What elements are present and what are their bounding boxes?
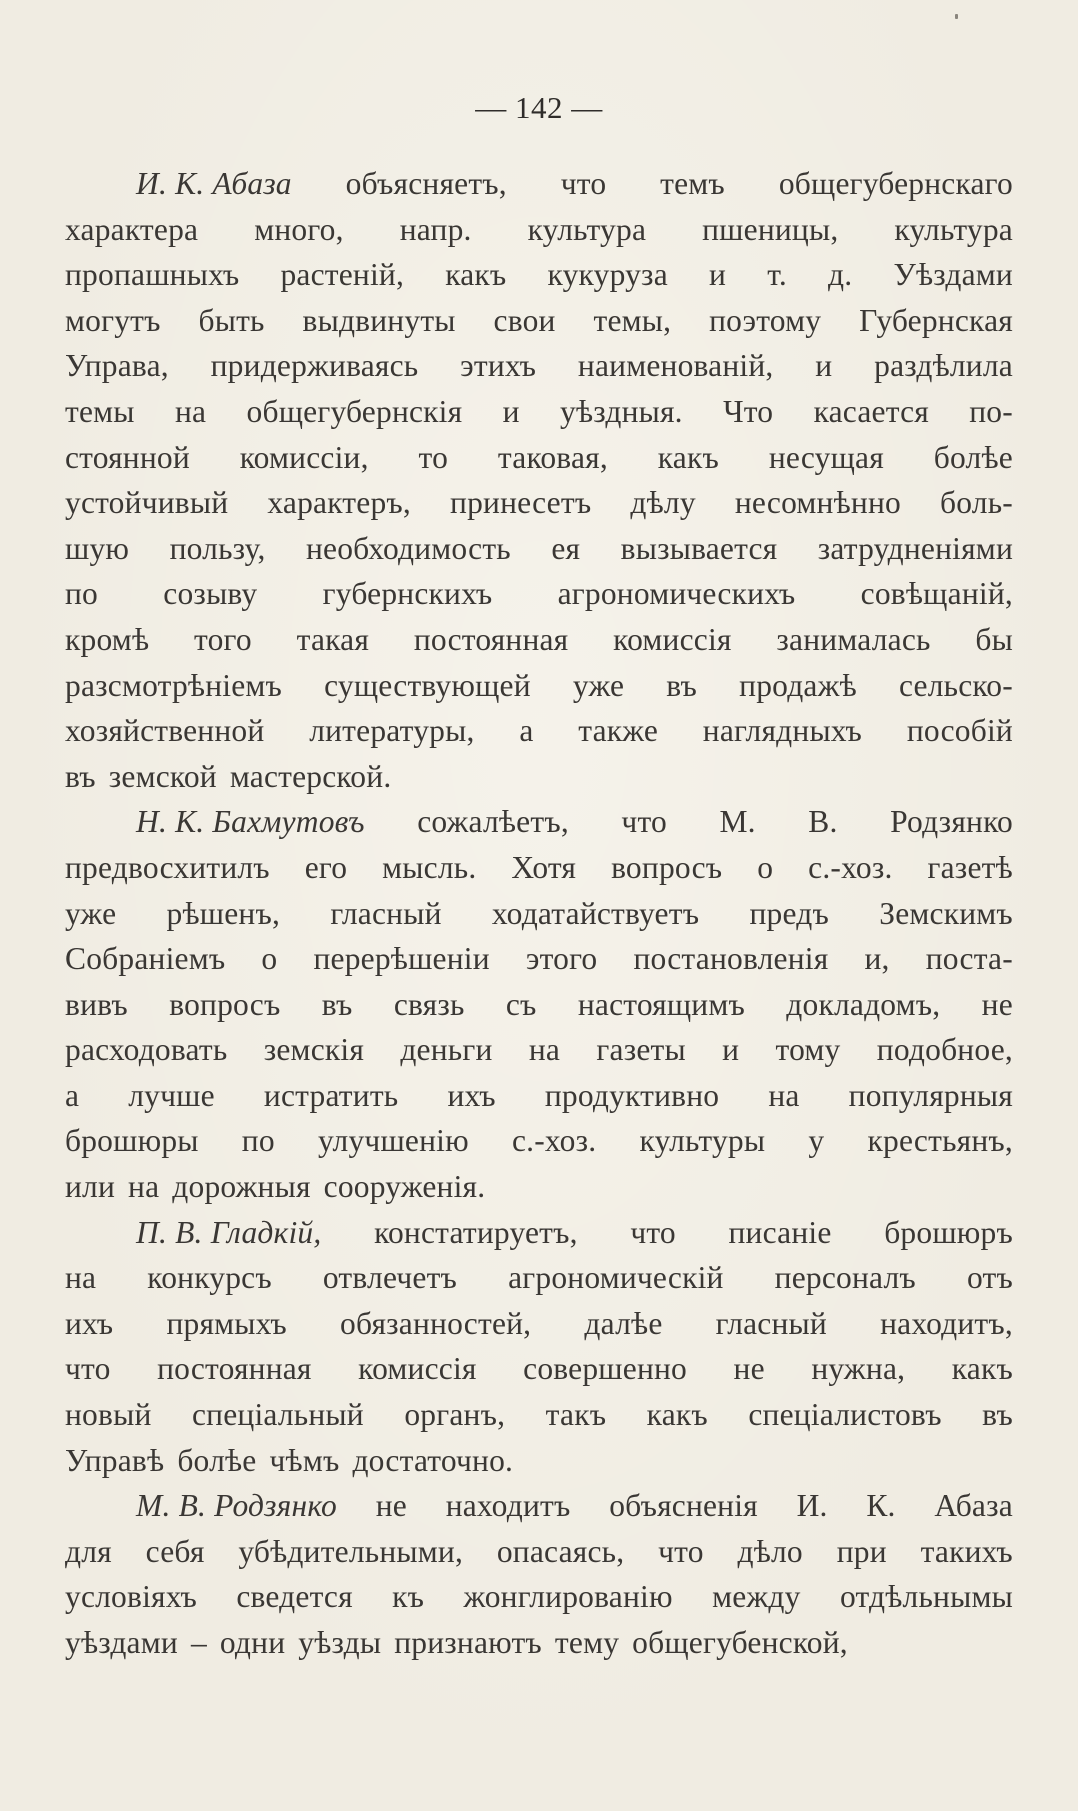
word: ходатайствуетъ xyxy=(491,895,700,931)
word: ихъ xyxy=(447,1077,496,1113)
word: обязанностей, xyxy=(340,1305,532,1341)
word: придерживаясь xyxy=(210,348,419,384)
scan-speck xyxy=(955,14,958,19)
word: признаютъ xyxy=(394,1625,542,1660)
text-line xyxy=(65,1392,1013,1438)
word: съ xyxy=(505,986,537,1022)
word: отвлечетъ xyxy=(322,1260,458,1296)
word: о xyxy=(261,941,278,977)
word: сооруженія. xyxy=(323,1169,486,1205)
word: по xyxy=(65,576,99,612)
word: касается xyxy=(813,393,929,429)
text-line xyxy=(65,891,1013,937)
word: мысль. xyxy=(382,849,477,885)
word: М. xyxy=(719,804,756,840)
word: расходовать xyxy=(65,1032,228,1068)
text-line xyxy=(65,526,1013,572)
word: конкурсъ xyxy=(147,1260,272,1296)
word: и, xyxy=(864,941,890,977)
word: опасаясь, xyxy=(496,1533,625,1569)
text-line xyxy=(65,617,1013,663)
word: газетѣ xyxy=(927,849,1013,885)
word: общегубенской, xyxy=(632,1625,848,1660)
word: шую xyxy=(65,530,130,566)
word: Губернская xyxy=(859,302,1013,338)
word: какъ xyxy=(445,257,507,293)
word: что xyxy=(65,1351,111,1387)
word: Управа, xyxy=(65,348,169,384)
word: продуктивно xyxy=(544,1077,720,1113)
word: между xyxy=(712,1579,801,1615)
word: при xyxy=(836,1533,887,1569)
word: постоянная xyxy=(413,621,569,657)
word: докладомъ, xyxy=(786,986,941,1022)
word: бы xyxy=(975,621,1013,657)
word: пропашныхъ xyxy=(65,257,240,293)
word: къ xyxy=(392,1579,425,1615)
word: принесетъ xyxy=(450,485,592,521)
word: агрономическій xyxy=(508,1260,724,1296)
word: растеній, xyxy=(280,257,405,293)
word: вопросъ xyxy=(169,986,281,1022)
text-line xyxy=(65,982,1013,1028)
word: для xyxy=(65,1533,112,1569)
word: вопросъ xyxy=(611,849,723,885)
text-line xyxy=(65,1529,1013,1575)
word: комиссія xyxy=(613,621,732,657)
word: губернскихъ xyxy=(322,576,493,612)
word: пользу, xyxy=(169,530,266,566)
word: темъ xyxy=(660,166,725,201)
word: какъ xyxy=(646,1397,708,1433)
word: т. xyxy=(767,257,787,293)
word: у xyxy=(808,1123,825,1159)
word: его xyxy=(304,849,348,885)
word: писаніе xyxy=(728,1214,832,1250)
text-line xyxy=(65,936,1013,982)
word: настоящимъ xyxy=(577,986,745,1022)
word: и xyxy=(722,1032,740,1068)
word: сельско- xyxy=(898,667,1013,703)
word: находитъ, xyxy=(880,1305,1013,1341)
word: предъ xyxy=(749,895,829,931)
word: прямыхъ xyxy=(166,1305,287,1341)
word: стоянной xyxy=(65,439,190,475)
word: перерѣшеніи xyxy=(313,941,490,977)
word: затрудненіями xyxy=(817,530,1013,566)
speaker-name: П. В. Гладкій, xyxy=(136,1214,322,1250)
word: и xyxy=(502,393,520,429)
text-line xyxy=(65,1255,1013,1301)
text-line xyxy=(65,161,1013,207)
speaker-name: И. К. Абаза xyxy=(136,166,292,201)
word: органъ, xyxy=(404,1397,506,1433)
word: рѣшенъ, xyxy=(166,895,281,931)
word: условіяхъ xyxy=(65,1579,197,1615)
word: деньги xyxy=(400,1032,493,1068)
text-line xyxy=(65,435,1013,481)
word: болѣе xyxy=(933,439,1013,475)
text-line xyxy=(65,1210,1013,1256)
word: характеръ, xyxy=(267,485,411,521)
word: темы, xyxy=(593,302,672,338)
word: персоналъ xyxy=(774,1260,916,1296)
text-line xyxy=(65,207,1013,253)
word: брошюры xyxy=(65,1123,199,1159)
text-line xyxy=(65,1027,1013,1073)
word: объясняетъ, xyxy=(345,166,507,201)
speaker-name: М. В. Родзянко xyxy=(136,1488,337,1524)
word: крестьянъ, xyxy=(867,1123,1013,1159)
text-line xyxy=(65,845,1013,891)
word: уже xyxy=(65,895,117,931)
text-line xyxy=(65,1483,1013,1529)
word: по xyxy=(241,1123,275,1159)
word: одни xyxy=(219,1625,286,1660)
text-line xyxy=(65,1438,1013,1484)
word: далѣе xyxy=(584,1305,663,1341)
word: подобное, xyxy=(876,1032,1013,1068)
text-line xyxy=(65,663,1013,709)
word: спеціальный xyxy=(192,1397,364,1433)
word: раздѣлила xyxy=(874,348,1013,384)
word: кромѣ xyxy=(65,621,150,657)
word: могутъ xyxy=(65,302,161,338)
word: таковая, xyxy=(497,439,608,475)
word: наименованій, xyxy=(577,348,774,384)
word: находитъ xyxy=(445,1488,571,1524)
word: что xyxy=(658,1533,704,1569)
word: ихъ xyxy=(65,1305,114,1341)
word: Что xyxy=(723,393,774,429)
word: Управѣ xyxy=(65,1442,165,1478)
word: К. xyxy=(866,1488,896,1524)
word: гласный xyxy=(330,895,442,931)
word: д. xyxy=(828,257,853,293)
word: Хотя xyxy=(511,849,577,885)
word: занималась xyxy=(776,621,931,657)
word: не xyxy=(733,1351,765,1387)
word: И. xyxy=(796,1488,828,1524)
word: на xyxy=(65,1260,97,1296)
word: дѣло xyxy=(737,1533,803,1569)
word: также xyxy=(578,713,659,749)
word: сожалѣетъ, xyxy=(417,804,569,840)
word: на xyxy=(528,1032,561,1068)
word: общегубернскія xyxy=(246,393,463,429)
word: нужна, xyxy=(811,1351,906,1387)
word: связь xyxy=(393,986,465,1022)
body-text xyxy=(65,161,1013,1666)
word: культура xyxy=(894,211,1013,247)
word: Уѣздами xyxy=(893,257,1013,293)
word: с.-хоз. xyxy=(511,1123,597,1159)
word: литературы, xyxy=(309,713,475,749)
word: совѣщаній, xyxy=(860,576,1013,612)
speaker-name: Н. К. Бахмутовъ xyxy=(136,804,365,840)
word: тому xyxy=(775,1032,841,1068)
word: какъ xyxy=(951,1351,1013,1387)
word: въ xyxy=(982,1397,1013,1433)
word: боль- xyxy=(940,485,1013,521)
word: а xyxy=(65,1077,80,1113)
word: что xyxy=(621,804,667,840)
word: уѣзды xyxy=(298,1625,382,1660)
word: себя xyxy=(145,1533,205,1569)
word: Родзянко xyxy=(890,804,1013,840)
page-number: — 142 — xyxy=(475,90,603,125)
word: какъ xyxy=(657,439,719,475)
word: разсмотрѣніемъ xyxy=(65,667,283,703)
word: земскія xyxy=(263,1032,365,1068)
word: на xyxy=(128,1169,160,1205)
word: въ xyxy=(321,986,353,1022)
word: дѣлу xyxy=(630,485,696,521)
word: въ xyxy=(65,758,96,794)
word: уѣздныя. xyxy=(560,393,683,429)
word: несущая xyxy=(768,439,884,475)
word: этого xyxy=(525,941,598,977)
word: истратить xyxy=(263,1077,399,1113)
word: наглядныхъ xyxy=(702,713,863,749)
word: гласный xyxy=(715,1305,827,1341)
word: Земскимъ xyxy=(879,895,1013,931)
word: постановленія xyxy=(633,941,829,977)
word: постоянная xyxy=(157,1351,312,1387)
word: несомнѣнно xyxy=(734,485,901,521)
word: такихъ xyxy=(920,1533,1013,1569)
word: комиссіи, xyxy=(239,439,369,475)
word: пшеницы, xyxy=(702,211,839,247)
word: пособій xyxy=(906,713,1013,749)
text-line xyxy=(65,480,1013,526)
word: спеціалистовъ xyxy=(748,1397,942,1433)
word: поста- xyxy=(925,941,1013,977)
word: комиссія xyxy=(358,1351,477,1387)
word: такая xyxy=(296,621,370,657)
text-line xyxy=(65,1164,1013,1210)
word: необходимость xyxy=(305,530,511,566)
word: земской xyxy=(108,758,217,794)
word: хозяйственной xyxy=(65,713,265,749)
word: убѣдительными, xyxy=(238,1533,464,1569)
word: въ xyxy=(666,667,698,703)
word: ея xyxy=(551,530,581,566)
word: то xyxy=(418,439,449,475)
word: достаточно. xyxy=(352,1442,514,1478)
word: что xyxy=(630,1214,676,1250)
text-line xyxy=(65,1574,1013,1620)
text-line xyxy=(65,1118,1013,1164)
word: характера xyxy=(65,211,199,247)
word: вивъ xyxy=(65,986,128,1022)
word: быть xyxy=(198,302,265,338)
word: лучше xyxy=(128,1077,215,1113)
word: кукуруза xyxy=(547,257,668,293)
text-line xyxy=(65,389,1013,435)
text-line xyxy=(65,1073,1013,1119)
word: поэтому xyxy=(709,302,822,338)
text-line xyxy=(65,1346,1013,1392)
word: объясненія xyxy=(609,1488,758,1524)
word: мастерской. xyxy=(229,758,392,794)
word: популярныя xyxy=(848,1077,1013,1113)
word: с.-хоз. xyxy=(808,849,893,885)
word: культура xyxy=(527,211,647,247)
word: агрономическихъ xyxy=(557,576,796,612)
word: вызывается xyxy=(620,530,778,566)
word: отъ xyxy=(966,1260,1013,1296)
word: такъ xyxy=(545,1397,607,1433)
word: по- xyxy=(969,393,1013,429)
word: свои xyxy=(493,302,556,338)
word: что xyxy=(560,166,607,201)
word: В. xyxy=(808,804,838,840)
word: а xyxy=(519,713,534,749)
word: новый xyxy=(65,1397,152,1433)
word: устойчивый xyxy=(65,485,229,521)
word: на xyxy=(174,393,207,429)
word: газеты xyxy=(596,1032,686,1068)
word: общегубернскаго xyxy=(778,166,1013,201)
word: того xyxy=(194,621,252,657)
word: уѣздами xyxy=(65,1625,178,1660)
text-line xyxy=(65,298,1013,344)
word: совершенно xyxy=(523,1351,688,1387)
text-line xyxy=(65,754,1013,800)
word: болѣе xyxy=(177,1442,257,1478)
word: и xyxy=(815,348,833,384)
word: о xyxy=(757,849,774,885)
word: жонглированію xyxy=(463,1579,673,1615)
word: темы xyxy=(65,393,135,429)
word: или xyxy=(65,1169,116,1205)
word: брошюръ xyxy=(884,1214,1013,1250)
text-line xyxy=(65,1301,1013,1347)
word: – xyxy=(190,1625,207,1660)
text-line xyxy=(65,343,1013,389)
text-line xyxy=(65,708,1013,754)
word: созыву xyxy=(163,576,258,612)
word: констатируетъ, xyxy=(374,1214,578,1250)
word: предвосхитилъ xyxy=(65,849,270,885)
word: напр. xyxy=(399,211,472,247)
word: и xyxy=(709,257,727,293)
word: уже xyxy=(572,667,625,703)
word: культуры xyxy=(639,1123,766,1159)
word: на xyxy=(768,1077,800,1113)
word: чѣмъ xyxy=(269,1442,340,1478)
word: Собраніемъ xyxy=(65,941,226,977)
text-line xyxy=(65,571,1013,617)
text-line xyxy=(65,799,1013,845)
word: этихъ xyxy=(460,348,537,384)
word: существующей xyxy=(324,667,531,703)
word: отдѣльнымы xyxy=(839,1579,1013,1615)
word: выдвинуты xyxy=(302,302,456,338)
word: не xyxy=(375,1488,407,1524)
word: сведется xyxy=(236,1579,353,1615)
text-line xyxy=(65,1620,1013,1666)
word: дорожныя xyxy=(172,1169,311,1205)
word: продажѣ xyxy=(739,667,857,703)
text-line xyxy=(65,252,1013,298)
word: Абаза xyxy=(934,1488,1013,1524)
word: много, xyxy=(254,211,344,247)
word: не xyxy=(981,986,1013,1022)
word: тему xyxy=(554,1625,620,1660)
word: улучшенію xyxy=(317,1123,469,1159)
